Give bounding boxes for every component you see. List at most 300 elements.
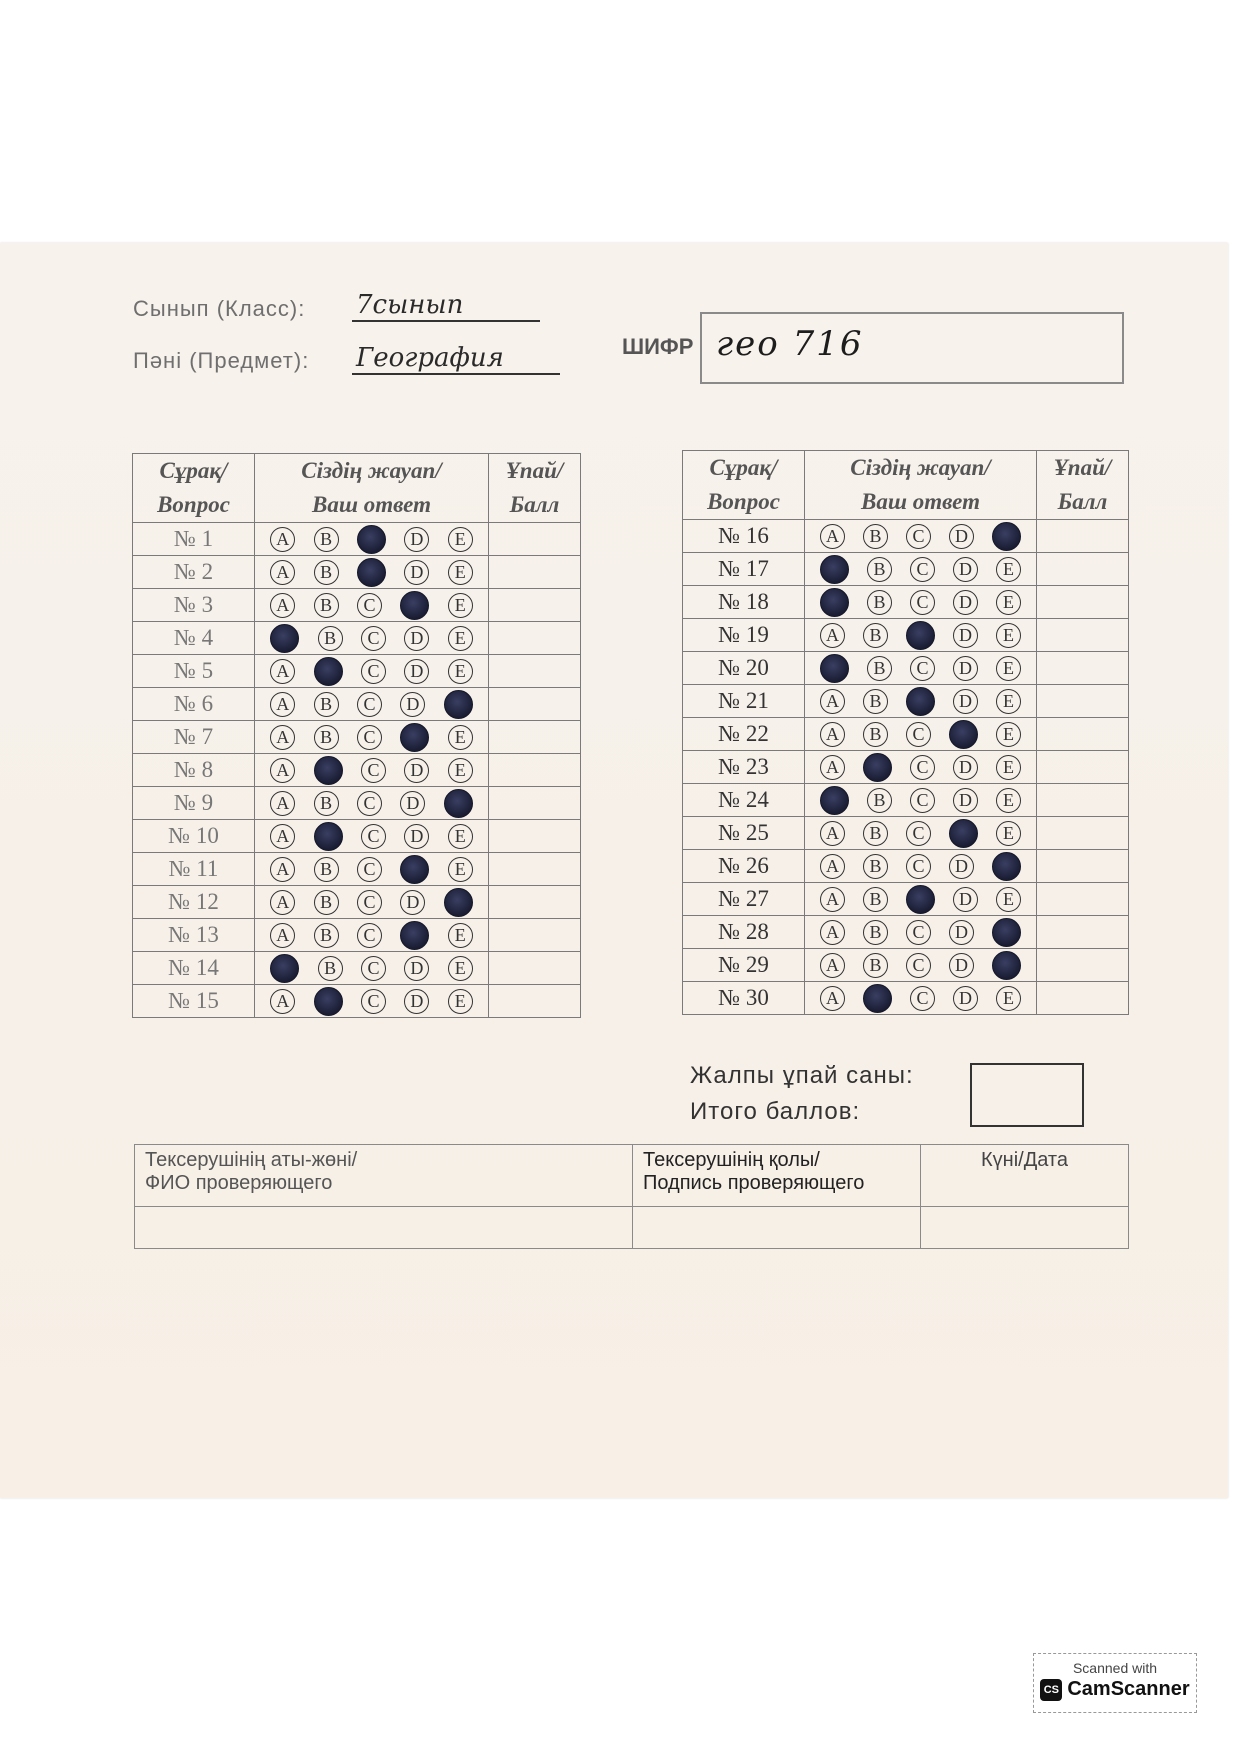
answer-bubble-e[interactable]: E [996, 755, 1021, 780]
answer-bubble-e[interactable] [444, 888, 473, 917]
date-label-text: Күні/Дата [981, 1149, 1068, 1171]
bubble-group [805, 885, 1036, 914]
score-cell[interactable] [1037, 916, 1129, 949]
answer-bubble-c[interactable] [357, 525, 386, 554]
answer-bubble-c[interactable]: C [906, 722, 931, 747]
scanned-with-text: Scanned with [1072, 1660, 1158, 1676]
answer-bubble-e[interactable]: E [448, 857, 473, 882]
answer-options [805, 685, 1037, 718]
answer-bubble-c[interactable]: C [910, 590, 935, 615]
answer-bubble-c[interactable]: C [906, 821, 931, 846]
answer-bubble-e[interactable]: E [448, 725, 473, 750]
answer-bubble-b[interactable]: B [318, 956, 343, 981]
bubble-group [255, 987, 488, 1016]
answer-bubble-d[interactable]: D [404, 659, 429, 684]
answer-bubble-d[interactable]: D [400, 890, 425, 915]
question-row [683, 883, 1129, 916]
score-cell[interactable] [489, 952, 581, 985]
answer-bubble-e[interactable]: E [448, 923, 473, 948]
score-cell[interactable] [489, 589, 581, 622]
answer-bubble-a[interactable]: A [270, 824, 295, 849]
answer-bubble-c[interactable]: C [910, 986, 935, 1011]
answer-bubble-e[interactable] [992, 522, 1021, 551]
col-answer-ru: Ваш ответ [312, 492, 431, 517]
score-cell[interactable] [1037, 553, 1129, 586]
question-row [133, 985, 581, 1018]
question-row [133, 721, 581, 754]
score-cell[interactable] [489, 688, 581, 721]
answer-options [805, 784, 1037, 817]
question-row [683, 784, 1129, 817]
question-number: № 10 [133, 820, 255, 853]
answer-bubble-a[interactable]: A [820, 986, 845, 1011]
question-number: № 29 [683, 949, 805, 982]
date-label [921, 1145, 1129, 1207]
bubble-group [255, 690, 488, 719]
inspector-sign-ru: Подпись проверяющего [643, 1172, 865, 1194]
answer-bubble-a[interactable]: A [270, 857, 295, 882]
question-number: № 5 [133, 655, 255, 688]
inspector-name-kz: Тексерушінің аты-жөні/ [145, 1149, 358, 1171]
answer-bubble-e[interactable] [992, 852, 1021, 881]
answer-bubble-e[interactable]: E [448, 560, 473, 585]
bubble-group [805, 918, 1036, 947]
answer-bubble-d[interactable]: D [404, 758, 429, 783]
bubble-group [805, 621, 1036, 650]
answer-options [255, 655, 489, 688]
col-score-ru: Балл [1057, 489, 1108, 514]
answer-bubble-a[interactable]: A [270, 593, 295, 618]
question-number: № 26 [683, 850, 805, 883]
score-cell[interactable] [1037, 850, 1129, 883]
bubble-group [255, 624, 488, 653]
question-number: № 24 [683, 784, 805, 817]
answer-bubble-a[interactable]: A [820, 953, 845, 978]
score-cell[interactable] [489, 556, 581, 589]
bubble-group [255, 723, 488, 752]
answer-options [805, 751, 1037, 784]
answer-bubble-d[interactable]: D [949, 524, 974, 549]
answer-bubble-d[interactable]: D [953, 557, 978, 582]
subject-label: Пәні (Предмет): [133, 348, 310, 373]
answer-bubble-a[interactable]: A [820, 821, 845, 846]
answer-bubble-c[interactable]: C [910, 788, 935, 813]
answer-bubble-b[interactable] [314, 756, 343, 785]
answer-bubble-e[interactable]: E [448, 527, 473, 552]
question-number: № 9 [133, 787, 255, 820]
col-score-header [1037, 451, 1129, 520]
answer-bubble-d[interactable]: D [953, 590, 978, 615]
answer-bubble-c[interactable]: C [361, 824, 386, 849]
col-question-ru: Вопрос [157, 492, 230, 517]
col-question-header [683, 451, 805, 520]
answer-bubble-d[interactable]: D [400, 791, 425, 816]
answer-bubble-d[interactable]: D [953, 656, 978, 681]
answer-bubble-d[interactable] [400, 921, 429, 950]
answer-bubble-d[interactable]: D [953, 788, 978, 813]
camscanner-logo-icon: CS [1040, 1679, 1062, 1701]
signature-table [134, 1144, 1129, 1249]
question-row [133, 655, 581, 688]
answer-bubble-b[interactable]: B [867, 557, 892, 582]
answer-bubble-b[interactable]: B [314, 857, 339, 882]
answer-options [255, 853, 489, 886]
answer-bubble-e[interactable]: E [996, 821, 1021, 846]
answer-bubble-a[interactable] [820, 786, 849, 815]
score-cell[interactable] [1037, 619, 1129, 652]
col-score-ru: Балл [509, 492, 560, 517]
answer-bubble-a[interactable]: A [820, 689, 845, 714]
inspector-name-label [135, 1145, 633, 1207]
score-cell[interactable] [489, 886, 581, 919]
answer-bubble-c[interactable]: C [906, 524, 931, 549]
camscanner-badge [1033, 1653, 1197, 1713]
answer-bubble-c[interactable] [906, 621, 935, 650]
answer-bubble-b[interactable]: B [863, 722, 888, 747]
answer-bubble-a[interactable] [270, 624, 299, 653]
inspector-sign-kz: Тексерушінің қолы/ [643, 1149, 820, 1171]
answer-options [805, 883, 1037, 916]
question-row [683, 817, 1129, 850]
bubble-group [805, 819, 1036, 848]
answer-options [805, 619, 1037, 652]
answer-bubble-a[interactable] [820, 654, 849, 683]
question-row [133, 523, 581, 556]
question-row [133, 919, 581, 952]
answer-bubble-b[interactable]: B [863, 524, 888, 549]
answer-options [805, 916, 1037, 949]
answer-bubble-d[interactable]: D [953, 887, 978, 912]
score-cell[interactable] [1037, 685, 1129, 718]
answer-bubble-a[interactable]: A [820, 755, 845, 780]
answer-bubble-c[interactable]: C [906, 920, 931, 945]
answer-bubble-e[interactable] [992, 951, 1021, 980]
answer-bubble-e[interactable]: E [996, 722, 1021, 747]
question-row [683, 520, 1129, 553]
answer-bubble-d[interactable] [400, 591, 429, 620]
answer-bubble-d[interactable] [400, 855, 429, 884]
score-cell[interactable] [489, 622, 581, 655]
score-cell[interactable] [1037, 949, 1129, 982]
score-cell[interactable] [1037, 883, 1129, 916]
answer-options [805, 586, 1037, 619]
answer-options [255, 721, 489, 754]
question-row [683, 751, 1129, 784]
bubble-group [255, 558, 488, 587]
answer-bubble-b[interactable]: B [863, 854, 888, 879]
answer-bubble-c[interactable]: C [357, 725, 382, 750]
answer-bubble-a[interactable]: A [270, 890, 295, 915]
answer-bubble-a[interactable]: A [820, 722, 845, 747]
answer-bubble-e[interactable]: E [996, 788, 1021, 813]
score-cell[interactable] [489, 919, 581, 952]
camscanner-name: CamScanner [1067, 1678, 1190, 1700]
question-row [133, 787, 581, 820]
answer-options [805, 949, 1037, 982]
answer-bubble-b[interactable]: B [314, 560, 339, 585]
answer-bubble-b[interactable] [314, 657, 343, 686]
answer-bubble-c[interactable]: C [357, 791, 382, 816]
answer-options [255, 589, 489, 622]
answer-bubble-c[interactable]: C [361, 989, 386, 1014]
answer-bubble-b[interactable]: B [867, 656, 892, 681]
answer-bubble-d[interactable]: D [949, 854, 974, 879]
answer-bubble-b[interactable]: B [314, 725, 339, 750]
answer-bubble-a[interactable]: A [270, 758, 295, 783]
bubble-group [255, 954, 488, 983]
answer-options [255, 985, 489, 1018]
answer-bubble-a[interactable]: A [270, 692, 295, 717]
question-number: № 30 [683, 982, 805, 1015]
bubble-group [805, 654, 1036, 683]
inspector-sign-field[interactable] [633, 1207, 921, 1249]
question-row [683, 586, 1129, 619]
question-row [683, 949, 1129, 982]
score-cell[interactable] [1037, 751, 1129, 784]
answer-options [255, 820, 489, 853]
answer-options [805, 718, 1037, 751]
answer-bubble-e[interactable]: E [448, 659, 473, 684]
question-number: № 14 [133, 952, 255, 985]
camscanner-brand [1034, 1678, 1196, 1701]
answer-bubble-b[interactable]: B [867, 590, 892, 615]
answer-bubble-e[interactable]: E [448, 758, 473, 783]
col-score-kz: Ұпай/ [1053, 455, 1112, 480]
answer-bubble-a[interactable]: A [820, 524, 845, 549]
answer-bubble-e[interactable]: E [996, 623, 1021, 648]
bubble-group [255, 525, 488, 554]
answer-bubble-c[interactable]: C [357, 857, 382, 882]
answer-bubble-b[interactable] [314, 822, 343, 851]
answer-bubble-b[interactable]: B [314, 923, 339, 948]
answer-bubble-b[interactable] [863, 984, 892, 1013]
score-cell[interactable] [489, 655, 581, 688]
answer-bubble-d[interactable] [400, 723, 429, 752]
bubble-group [255, 921, 488, 950]
answer-bubble-e[interactable]: E [448, 956, 473, 981]
question-number: № 16 [683, 520, 805, 553]
class-label: Сынып (Класс): [133, 296, 306, 321]
question-number: № 20 [683, 652, 805, 685]
score-cell[interactable] [489, 754, 581, 787]
bubble-group [805, 687, 1036, 716]
question-row [683, 982, 1129, 1015]
answer-options [255, 919, 489, 952]
answer-rows-left [133, 523, 581, 1018]
question-row [133, 952, 581, 985]
score-cell[interactable] [489, 721, 581, 754]
score-cell[interactable] [489, 820, 581, 853]
answer-bubble-a[interactable]: A [270, 725, 295, 750]
class-value: 7сынып [352, 290, 540, 322]
answer-bubble-e[interactable]: E [996, 986, 1021, 1011]
question-number: № 19 [683, 619, 805, 652]
answer-bubble-e[interactable] [992, 918, 1021, 947]
answer-bubble-b[interactable]: B [863, 953, 888, 978]
answer-bubble-b[interactable]: B [863, 920, 888, 945]
answer-bubble-c[interactable]: C [357, 692, 382, 717]
answer-bubble-b[interactable]: B [314, 692, 339, 717]
question-row [133, 589, 581, 622]
answer-bubble-e[interactable]: E [996, 557, 1021, 582]
bubble-group [805, 753, 1036, 782]
answer-bubble-b[interactable] [863, 753, 892, 782]
col-answer-ru: Ваш ответ [861, 489, 980, 514]
answer-bubble-e[interactable]: E [448, 989, 473, 1014]
code-label: ШИФР [622, 334, 694, 359]
question-row [133, 556, 581, 589]
score-cell[interactable] [1037, 652, 1129, 685]
score-cell[interactable] [1037, 817, 1129, 850]
question-number: № 27 [683, 883, 805, 916]
score-cell[interactable] [1037, 982, 1129, 1015]
answer-bubble-e[interactable]: E [448, 593, 473, 618]
col-score-header [489, 454, 581, 523]
total-label-ru: Итого баллов: [690, 1098, 861, 1125]
answer-bubble-d[interactable]: D [953, 986, 978, 1011]
inspector-name-ru: ФИО проверяющего [145, 1172, 333, 1194]
col-answer-kz: Сіздің жауап/ [850, 455, 991, 480]
answer-bubble-e[interactable]: E [996, 689, 1021, 714]
col-answer-kz: Сіздің жауап/ [301, 458, 442, 483]
answer-bubble-d[interactable]: D [404, 527, 429, 552]
answer-bubble-a[interactable]: A [820, 854, 845, 879]
answer-bubble-a[interactable] [820, 555, 849, 584]
score-cell[interactable] [1037, 784, 1129, 817]
answer-bubble-b[interactable]: B [318, 626, 343, 651]
answer-bubble-a[interactable]: A [270, 659, 295, 684]
answer-bubble-b[interactable]: B [863, 623, 888, 648]
answer-bubble-a[interactable]: A [270, 989, 295, 1014]
score-cell[interactable] [489, 985, 581, 1018]
col-question-ru: Вопрос [707, 489, 780, 514]
answer-bubble-e[interactable]: E [448, 824, 473, 849]
answer-bubble-d[interactable] [949, 819, 978, 848]
answer-bubble-a[interactable]: A [270, 923, 295, 948]
answer-bubble-d[interactable]: D [404, 626, 429, 651]
answer-bubble-d[interactable]: D [953, 623, 978, 648]
answer-options [255, 754, 489, 787]
question-number: № 23 [683, 751, 805, 784]
answer-bubble-d[interactable]: D [404, 956, 429, 981]
bubble-group [255, 789, 488, 818]
answer-bubble-e[interactable]: E [996, 656, 1021, 681]
bubble-group [805, 522, 1036, 551]
answer-bubble-e[interactable] [444, 789, 473, 818]
answer-bubble-e[interactable]: E [996, 590, 1021, 615]
answer-bubble-b[interactable]: B [314, 890, 339, 915]
answer-bubble-b[interactable]: B [867, 788, 892, 813]
answer-bubble-b[interactable]: B [863, 821, 888, 846]
answer-bubble-b[interactable] [314, 987, 343, 1016]
question-number: № 4 [133, 622, 255, 655]
answer-bubble-c[interactable]: C [910, 755, 935, 780]
answer-bubble-c[interactable]: C [361, 956, 386, 981]
answer-bubble-c[interactable]: C [361, 626, 386, 651]
question-number: № 12 [133, 886, 255, 919]
date-field[interactable] [921, 1207, 1129, 1249]
answer-bubble-a[interactable]: A [820, 887, 845, 912]
question-number: № 28 [683, 916, 805, 949]
question-number: № 11 [133, 853, 255, 886]
question-row [683, 916, 1129, 949]
answer-bubble-d[interactable]: D [953, 689, 978, 714]
answer-bubble-a[interactable]: A [270, 527, 295, 552]
question-number: № 1 [133, 523, 255, 556]
answer-bubble-c[interactable]: C [906, 953, 931, 978]
answer-bubble-d[interactable]: D [404, 989, 429, 1014]
score-cell[interactable] [489, 523, 581, 556]
answer-bubble-c[interactable]: C [357, 593, 382, 618]
answer-bubble-d[interactable] [949, 720, 978, 749]
answer-bubble-c[interactable]: C [906, 854, 931, 879]
answer-bubble-b[interactable]: B [314, 527, 339, 552]
answer-bubble-b[interactable]: B [863, 887, 888, 912]
question-row [683, 850, 1129, 883]
score-cell[interactable] [1037, 586, 1129, 619]
answer-bubble-c[interactable]: C [361, 659, 386, 684]
answer-bubble-d[interactable]: D [949, 953, 974, 978]
answer-bubble-c[interactable] [906, 687, 935, 716]
answer-bubble-d[interactable]: D [404, 560, 429, 585]
score-cell[interactable] [489, 787, 581, 820]
inspector-sign-label [633, 1145, 921, 1207]
answer-bubble-b[interactable]: B [314, 593, 339, 618]
answer-bubble-c[interactable]: C [357, 890, 382, 915]
inspector-name-field[interactable] [135, 1207, 633, 1249]
score-cell[interactable] [489, 853, 581, 886]
answer-bubble-c[interactable]: C [910, 656, 935, 681]
answer-bubble-a[interactable]: A [270, 560, 295, 585]
answer-bubble-e[interactable]: E [448, 626, 473, 651]
question-number: № 21 [683, 685, 805, 718]
answer-bubble-c[interactable] [357, 558, 386, 587]
answer-bubble-c[interactable]: C [357, 923, 382, 948]
question-row [683, 718, 1129, 751]
question-number: № 8 [133, 754, 255, 787]
answer-bubble-d[interactable]: D [953, 755, 978, 780]
answer-options [255, 556, 489, 589]
question-number: № 17 [683, 553, 805, 586]
score-cell[interactable] [1037, 520, 1129, 553]
answer-bubble-e[interactable] [444, 690, 473, 719]
answer-bubble-d[interactable]: D [400, 692, 425, 717]
question-row [133, 886, 581, 919]
question-row [133, 853, 581, 886]
answer-bubble-b[interactable]: B [314, 791, 339, 816]
answer-bubble-c[interactable]: C [910, 557, 935, 582]
bubble-group [805, 786, 1036, 815]
answer-bubble-a[interactable] [270, 954, 299, 983]
question-number: № 6 [133, 688, 255, 721]
bubble-group [805, 588, 1036, 617]
answer-bubble-c[interactable]: C [361, 758, 386, 783]
bubble-group [805, 984, 1036, 1013]
answer-bubble-c[interactable] [906, 885, 935, 914]
answer-bubble-b[interactable]: B [863, 689, 888, 714]
total-score-box[interactable] [970, 1063, 1084, 1127]
answer-bubble-a[interactable]: A [820, 920, 845, 945]
answer-bubble-e[interactable]: E [996, 887, 1021, 912]
answer-bubble-a[interactable]: A [820, 623, 845, 648]
score-cell[interactable] [1037, 718, 1129, 751]
answer-bubble-a[interactable] [820, 588, 849, 617]
answer-bubble-d[interactable]: D [404, 824, 429, 849]
answer-bubble-d[interactable]: D [949, 920, 974, 945]
total-label-kz: Жалпы ұпай саны: [690, 1062, 914, 1089]
answer-bubble-a[interactable]: A [270, 791, 295, 816]
question-row [683, 652, 1129, 685]
